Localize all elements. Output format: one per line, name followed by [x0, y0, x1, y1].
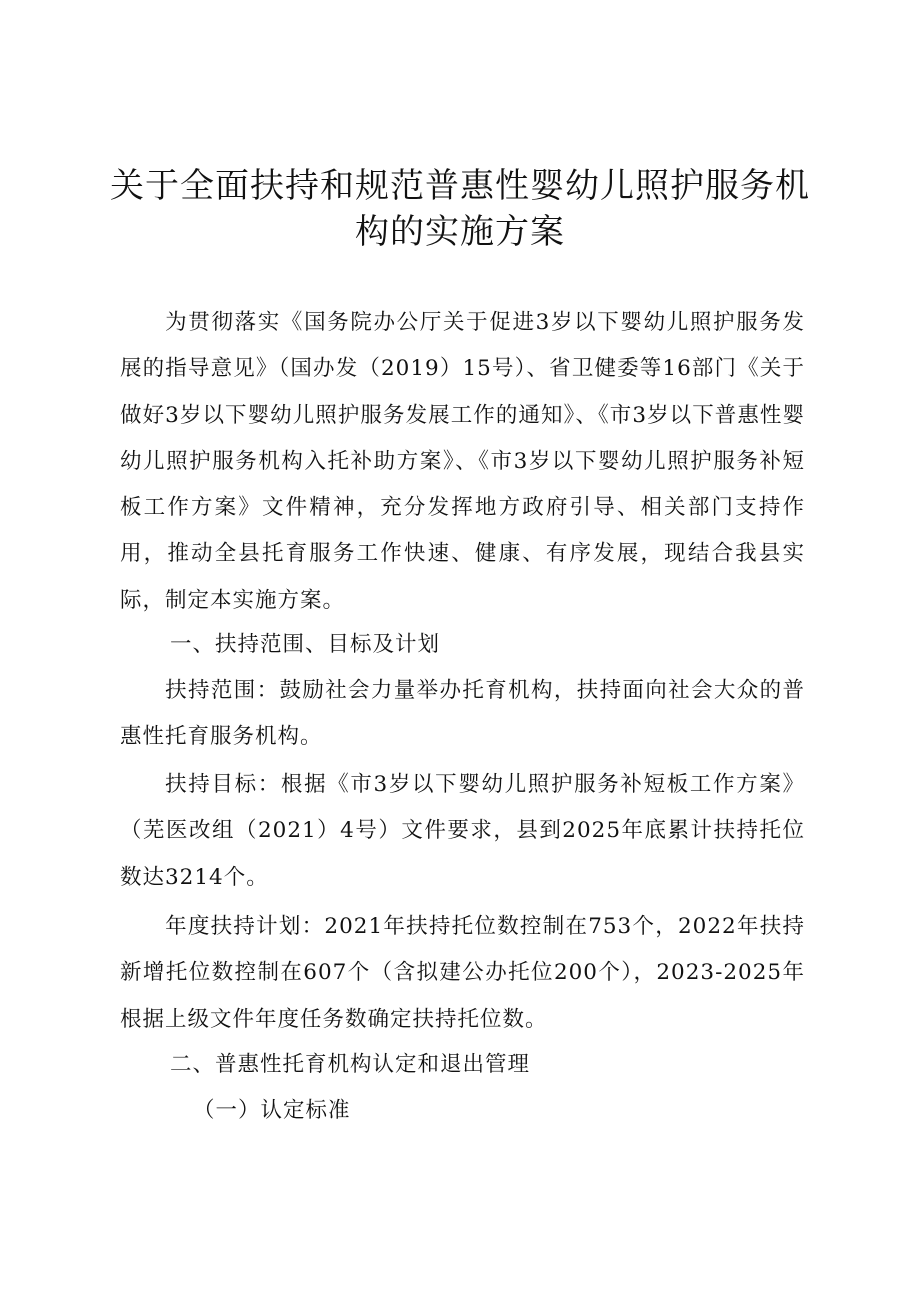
annual-plan-paragraph: 年度扶持计划：2021年扶持托位数控制在753个，2022年扶持新增托位数控制在607个（含拟建公办托位200个），2023-2025年根据上级文件年度任务数确定扶持托位数。 — [120, 914, 805, 1032]
support-target-paragraph: 扶持目标：根据《市3岁以下婴幼儿照护服务补短板工作方案》（芜医改组（2021）4号）文件要求，县到2025年底累计扶持托位数达3214个。 — [120, 772, 805, 890]
support-scope-paragraph: 扶持范围：鼓励社会力量举办托育机构，扶持面向社会大众的普惠性托育服务机构。 — [120, 678, 805, 750]
document-title-line-2: 构的实施方案 — [355, 212, 565, 252]
subsection-heading: （一）认定标准 — [193, 1098, 351, 1123]
section-heading-1: 一、扶持范围、目标及计划 — [170, 632, 441, 657]
document-title-line-1: 关于全面扶持和规范普惠性婴幼儿照护服务机 — [110, 166, 810, 206]
intro-paragraph: 为贯彻落实《国务院办公厅关于促进3岁以下婴幼儿照护服务发展的指导意见》（国办发（2019）15号）、省卫健委等16部门《关于做好3岁以下婴幼儿照护服务发展工作的通知》、《市3岁以下普惠性婴幼儿照护服务机构入托补助方案》、《市3岁以下婴幼儿照护服务补短板工作方案》文件精神，充分发挥地方政府引导、相关部门支持作用，推动全县托育服务工作快速、健康、有序发展，现结合我县实际，制定本实施方案。 — [120, 310, 805, 613]
section-heading-2: 二、普惠性托育机构认定和退出管理 — [170, 1052, 531, 1077]
